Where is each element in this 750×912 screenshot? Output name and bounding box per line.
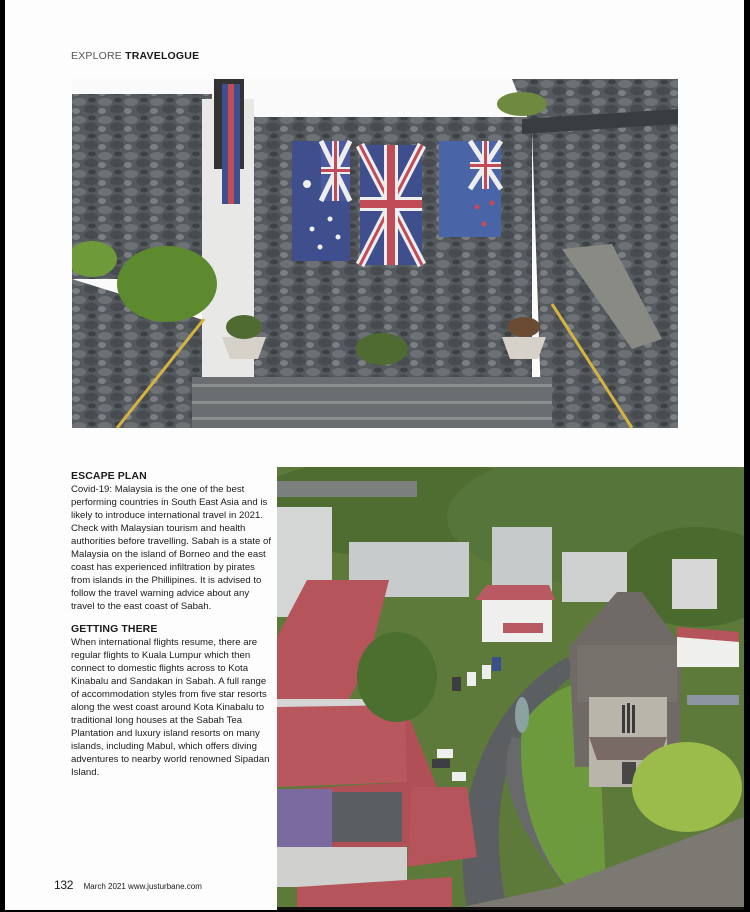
section-prefix: EXPLORE: [71, 50, 123, 62]
page-footer: [54, 876, 202, 894]
article-text-column: [71, 470, 271, 779]
photo-flags-stone-wall: [72, 79, 678, 428]
issue-and-website: March 2021 www.justurbane.com: [83, 882, 202, 891]
escape-plan-heading: ESCAPE PLAN: [71, 470, 147, 482]
magazine-page: [5, 0, 744, 910]
flags-photo-illustration: [72, 79, 678, 428]
getting-there-body: When international flights resume, there are regular flights to Kuala Lumpur which then connect to domestic flights across to Kota Kinabalu and Sandakan in Sabah. A full range of accommodation styles from five star resorts along the west coast around Kota Kinabalu to traditional long houses at the Sabah Tea Plantation and luxury island resorts on many islands, including Mabul, which offers diving adventures to nearby world renowned Sipadan Island.: [71, 637, 270, 778]
section-name: TRAVELOGUE: [125, 50, 200, 62]
photo-aerial-church: [277, 467, 744, 910]
aerial-photo-illustration: [277, 467, 744, 910]
escape-plan-body: Covid-19: Malaysia is the one of the best performing countries in South East Asia and is likely to introduce international travel in 2021. Check with Malaysian tourism and health authorities before travelling. Sabah is a state of Malaysia on the island of Borneo and the east coast has experienced infiltration by pirates from islands in the Phillipines. It is advised to follow the travel warning advice about any travel to the east coast of Sabah.: [71, 484, 271, 612]
page-number: 132: [54, 878, 74, 892]
getting-there-heading: GETTING THERE: [71, 623, 158, 635]
section-gap: [71, 613, 271, 623]
section-label: [71, 50, 199, 62]
